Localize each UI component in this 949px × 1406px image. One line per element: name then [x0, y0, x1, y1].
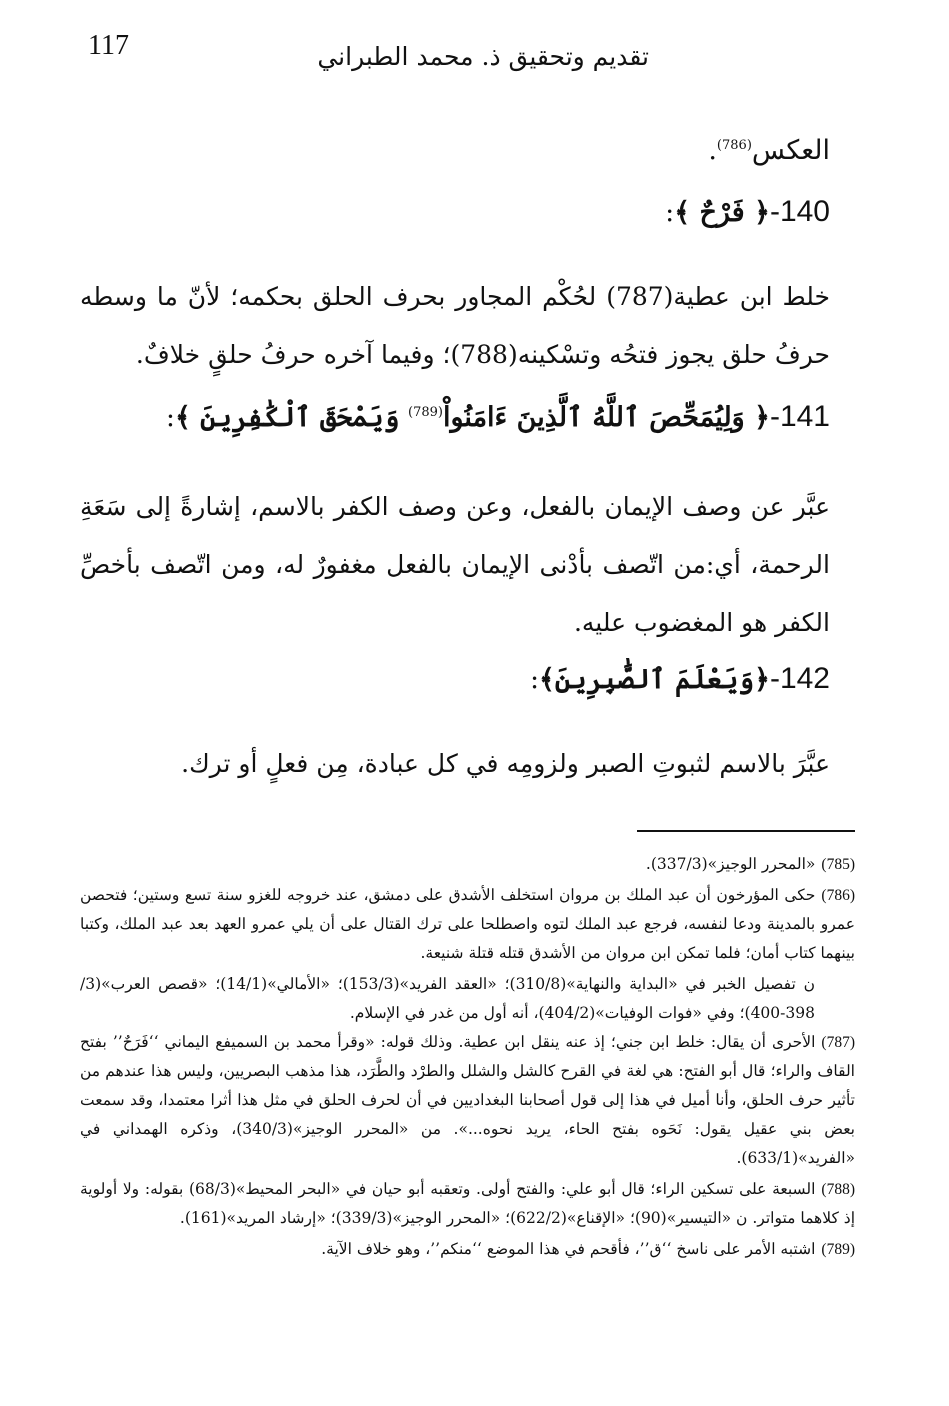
section-paragraph — [80, 478, 830, 652]
footnotes — [80, 850, 855, 1266]
footnote — [80, 1175, 855, 1233]
footnote-number: (785) — [821, 856, 855, 873]
continuation-text: العكس — [751, 135, 830, 166]
footnote-number: (787) — [821, 1034, 855, 1051]
paragraph-text: خلط ابن عطية(787) لحُكْم المجاور بحرف الحلق بحكمه؛ لأنّ ما وسطه حرفُ حلق يجوز فتحُه وتسْكينه(788)؛ وفيما آخره حرفُ حلقٍ خلافٌ. — [80, 282, 830, 369]
footnote — [80, 1235, 855, 1264]
running-header: تقديم وتحقيق ذ. محمد الطبراني — [317, 42, 649, 71]
paragraph-text: عبَّر عن وصف الإيمان بالفعل، وعن وصف الكفر بالاسم، إشارةً إلى سَعَةِ الرحمة، أي:من اتّصف بأدْنى الإيمان بالفعل مغفورٌ له، ومن اتّصف بأخصِّ الكفر هو المغضوب عليه. — [80, 492, 830, 637]
footnote-divider — [637, 830, 855, 832]
section-heading — [80, 195, 830, 229]
section-heading — [80, 400, 830, 434]
footnote-number: (788) — [821, 1181, 855, 1198]
verse-text-end: وَيَمْحَقَ ٱلْكَٰفِرِينَ ﴾ — [174, 402, 400, 433]
footnote — [80, 850, 855, 879]
footnote-number: (786) — [821, 887, 855, 904]
section-number: 140- — [769, 195, 830, 228]
footnote-text: اشتبه الأمر على ناسخ ‘‘ق’’، فأقحم في هذا الموضع ‘‘منكم’’، وهو خلاف الآية. — [321, 1240, 816, 1258]
footnote-number: (789) — [821, 1241, 855, 1258]
heading-colon: : — [165, 402, 175, 433]
footnote — [80, 881, 855, 968]
footnote-continuation: ن تفصيل الخبر في «البداية والنهاية»(310/8)؛ «العقد الفريد»(153/3)؛ «الأمالي»(14/1)؛ «قصص العرب»(3/ 398-400)؛ وفي «فوات الوفيات»(404/2)، أنه أول من غدر في الإسلام. — [80, 975, 816, 1022]
heading-colon: : — [529, 664, 540, 695]
continuation-line — [80, 122, 830, 180]
footnote-text: الأحرى أن يقال: خلط ابن جني؛ إذ عنه ينقل ابن عطية. وذلك قوله: «وقرأ محمد بن السميفع اليماني ‘‘فَرَحٌ’’ بفتح القاف والراء؛ قال أبو الفتح: هي لغة في القرح كالشل والشلل والطرْد والطَّرَد، هذا مذهب البصريين، وليس هذا عندهم من تأثير حرف الحلق، وأنا أميل في هذا إلى قول أصحابنا البغداديين في أن لحرف الحلق في مثل هذا أثرا معتمدا، وقد سمعت بعض بني عقيل يقول: نَحَوه بفتح الحاء، يريد نحوه...». من «المحرر الوجيز»(340/3)، وذكره الهمداني في «الفريد»(633/1). — [80, 1033, 855, 1167]
footnote-text: «المحرر الوجيز»(337/3). — [645, 855, 816, 873]
section-paragraph — [80, 268, 830, 384]
verse-text: ﴿ وَلِيُمَحِّصَ ٱللَّهُ ٱلَّذِينَ ءَامَنُواْ — [442, 402, 770, 433]
section-heading — [80, 662, 830, 696]
footnote-text: السبعة على تسكين الراء؛ قال أبو علي: والفتح أولى. وتعقبه أبو حيان في «البحر المحيط»(68/3) بقوله: ولا أولوية إذ كلاهما متواتر. ن «التيسير»(90)؛ «الإقناع»(622/2)؛ «المحرر الوجيز»(339/3)؛ «إرشاد المريد»(161). — [80, 1180, 855, 1227]
footnote — [80, 1028, 855, 1173]
paragraph-text: عبَّرَ بالاسم لثبوتِ الصبر ولزومِه في كل عبادة، مِن فعلٍ أو ترك. — [181, 749, 830, 778]
footnote-text: حكى المؤرخون أن عبد الملك بن مروان استخلف الأشدق على دمشق، عند خروجه للغزو سنة تسع وستين؛ فتحصن عمرو بالمدينة ودعا لنفسه، فرجع عبد الملك لتوه واصطلحا على ترك القتال على أن يلي عمرو العهد بعد عبد الملك، وكتبا بينهما كتاب أمان؛ فلما تمكن ابن مروان من الأشدق قتله قتلة شنيعة. — [80, 886, 855, 962]
section-number: 142- — [769, 662, 830, 695]
verse-text: ﴿ فَرْحٌ ﴾ — [674, 197, 770, 228]
heading-colon: : — [665, 197, 675, 228]
section-paragraph — [80, 735, 830, 793]
page-number: 117 — [88, 30, 129, 61]
footnote-ref: (786) — [716, 138, 752, 153]
footnote-ref: (789) — [408, 405, 443, 420]
section-number: 141- — [769, 400, 830, 433]
verse-text: ﴿وَيَعْلَمَ ٱلصَّٰبِرِينَ﴾ — [539, 664, 770, 695]
continuation-end: . — [708, 135, 717, 166]
